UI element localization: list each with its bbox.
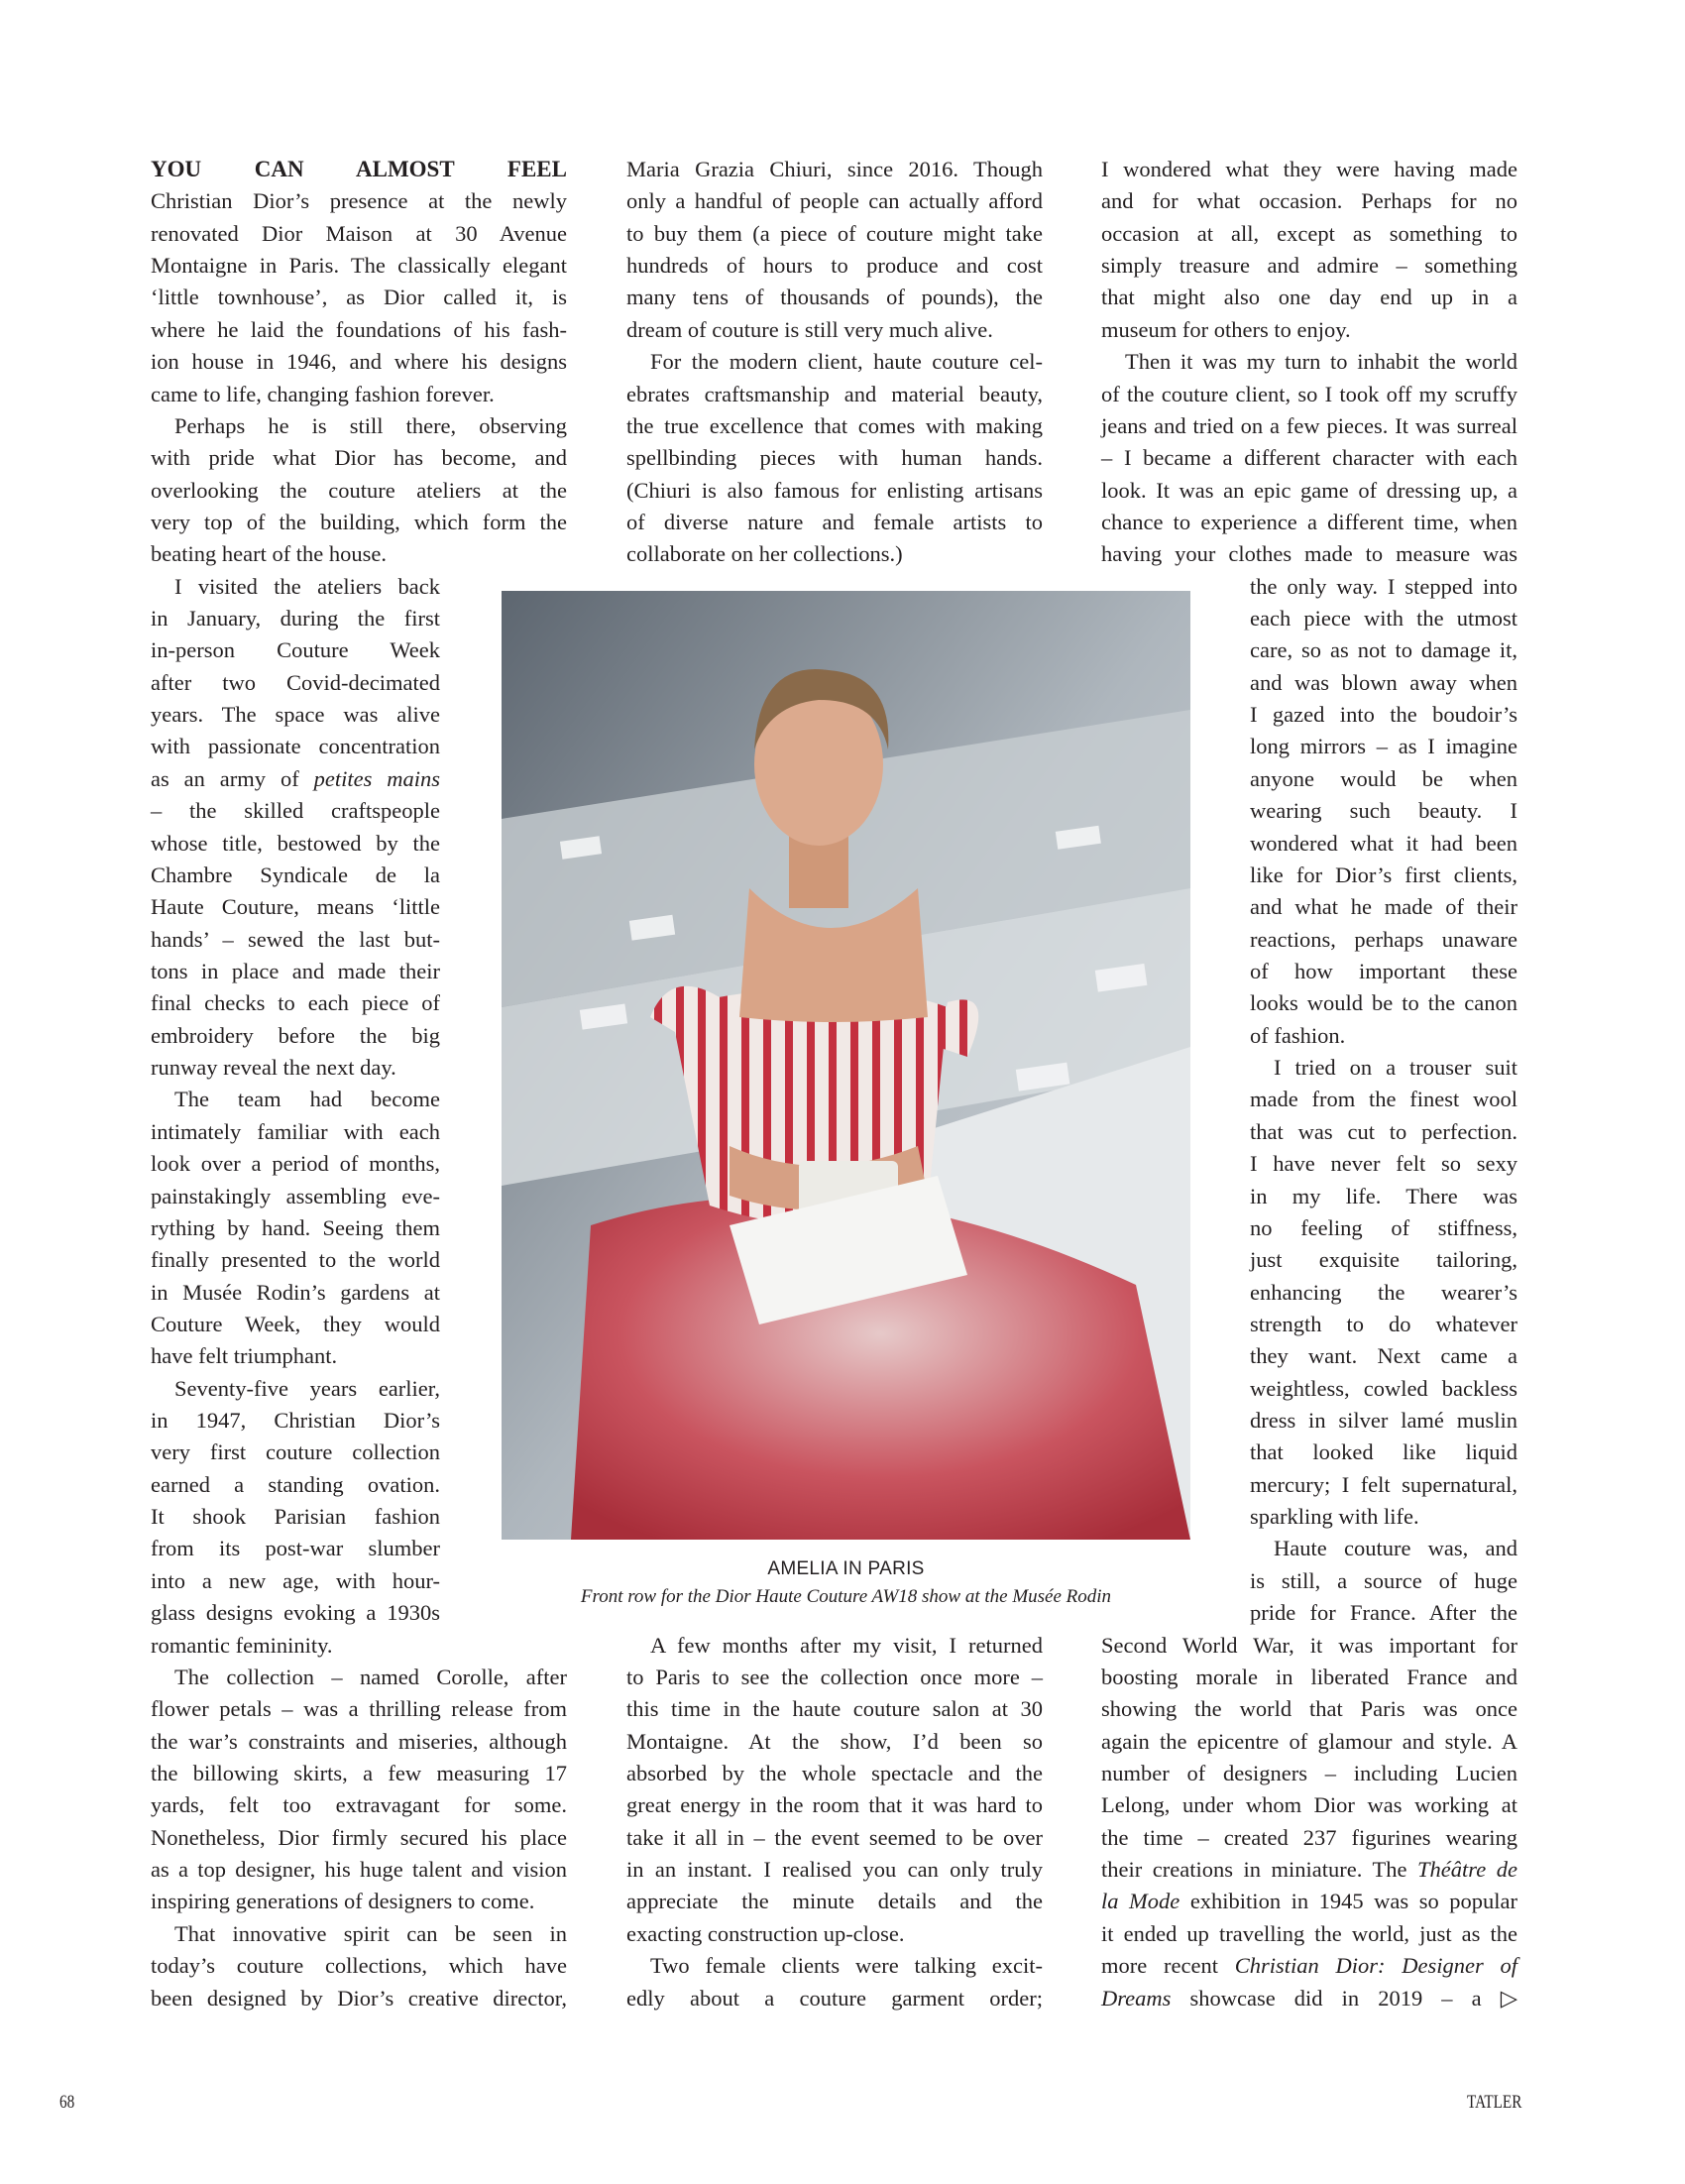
text-line: been designed by Dior’s creative director, xyxy=(151,1985,567,2011)
text-line: hands’ – sewed the last but- xyxy=(151,926,440,952)
page-number: 68 xyxy=(59,2092,75,2113)
text-line: Then it was my turn to inhabit the world xyxy=(1125,349,1517,375)
text-line xyxy=(1101,1983,1517,2014)
text-line: with passionate concentration xyxy=(151,734,440,759)
text-line: years. The space was alive xyxy=(151,702,440,728)
text-line: That innovative spirit can be seen in xyxy=(174,1920,567,1946)
text-segment: their creations in miniature. The xyxy=(1101,1857,1418,1883)
text-line: to buy them (a piece of couture might take xyxy=(626,220,1043,246)
text-line: Lelong, under whom Dior was working at xyxy=(1101,1792,1517,1818)
text-line: dress in silver lamé muslin xyxy=(1250,1408,1517,1434)
italic-text: la Mode xyxy=(1101,1889,1180,1914)
text-line: chance to experience a different time, when xyxy=(1101,509,1517,534)
text-line: in my life. There was xyxy=(1250,1183,1517,1208)
text-line: wondered what it had been xyxy=(1250,830,1517,856)
text-line: great energy in the room that it was hard to xyxy=(626,1792,1043,1818)
photo-caption-title: AMELIA IN PARIS xyxy=(767,1558,925,1579)
text-line: I tried on a trouser suit xyxy=(1274,1055,1517,1081)
text-line: A few months after my visit, I returned xyxy=(650,1632,1043,1658)
text-line: each piece with the utmost xyxy=(1250,606,1517,632)
text-line: anyone would be when xyxy=(1250,765,1517,791)
text-line: into a new age, with hour- xyxy=(151,1567,440,1593)
text-line: in 1947, Christian Dior’s xyxy=(151,1408,440,1434)
text-line: I gazed into the boudoir’s xyxy=(1250,702,1517,728)
text-line xyxy=(1101,1950,1517,1982)
text-line: of fashion. xyxy=(1250,1022,1346,1048)
text-line: Haute Couture, means ‘little xyxy=(151,894,440,920)
text-line: mercury; I felt supernatural, xyxy=(1250,1471,1517,1497)
text-line: have felt triumphant. xyxy=(151,1343,338,1369)
text-line: yards, felt too extravagant for some. xyxy=(151,1792,567,1818)
text-line: exacting construction up-close. xyxy=(626,1920,905,1946)
text-line: the true excellence that comes with making xyxy=(626,412,1043,438)
text-line: Haute couture was, and xyxy=(1274,1536,1517,1561)
text-line: sparkling with life. xyxy=(1250,1504,1419,1530)
text-line: overlooking the couture ateliers at the xyxy=(151,477,567,503)
text-segment: showcase did in 2019 – a ▷ xyxy=(1171,1985,1517,2011)
text-line: no feeling of stiffness, xyxy=(1250,1214,1517,1240)
text-line: finally presented to the world xyxy=(151,1247,440,1273)
text-line: the war’s constraints and miseries, although xyxy=(151,1728,567,1754)
italic-text: Dreams xyxy=(1101,1985,1172,2011)
text-line: Montaigne. At the show, I’d been so xyxy=(626,1728,1043,1754)
text-line: in-person Couture Week xyxy=(151,637,440,663)
text-line: looks would be to the canon xyxy=(1250,990,1517,1016)
italic-text: Théâtre de xyxy=(1417,1857,1517,1883)
text-line: jeans and tried on a few pieces. It was surreal xyxy=(1101,412,1517,438)
text-line: edly about a couture garment order; xyxy=(626,1985,1043,2011)
text-line: in Musée Rodin’s gardens at xyxy=(151,1279,440,1305)
text-line: Montaigne in Paris. The classically elegant xyxy=(151,253,567,279)
text-line: very top of the building, which form the xyxy=(151,509,567,534)
text-line: is still, a source of huge xyxy=(1250,1567,1517,1593)
text-line: number of designers – including Lucien xyxy=(1101,1761,1517,1785)
text-line: in an instant. I realised you can only truly xyxy=(626,1857,1043,1883)
text-line: of diverse nature and female artists to xyxy=(626,509,1043,534)
text-line: hundreds of hours to produce and cost xyxy=(626,253,1043,279)
text-line: very first couture collection xyxy=(151,1439,440,1465)
text-line: like for Dior’s first clients, xyxy=(1250,862,1517,887)
text-line: take it all in – the event seemed to be over xyxy=(626,1824,1043,1850)
text-line: having your clothes made to measure was xyxy=(1101,541,1517,567)
text-line: I visited the ateliers back xyxy=(174,573,440,599)
text-line: I wondered what they were having made xyxy=(1101,157,1517,181)
text-line: – the skilled craftspeople xyxy=(151,798,440,824)
text-line: and what he made of their xyxy=(1250,894,1517,920)
text-line: wearing such beauty. I xyxy=(1250,798,1517,824)
italic-text: Christian Dior: Designer of xyxy=(1234,1953,1517,1979)
text-line: glass designs evoking a 1930s xyxy=(151,1600,440,1626)
text-line: collaborate on her collections.) xyxy=(626,541,903,567)
text-segment: as an army of xyxy=(151,765,314,791)
text-line: today’s couture collections, which have xyxy=(151,1953,567,1979)
text-line: dream of couture is still very much alive. xyxy=(626,316,993,342)
text-line: (Chiuri is also famous for enlisting artisans xyxy=(626,477,1043,503)
text-line: occasion at all, except as something to xyxy=(1101,220,1517,246)
photo-illustration xyxy=(502,591,1190,1540)
text-line: museum for others to enjoy. xyxy=(1101,316,1351,342)
text-line xyxy=(151,763,440,795)
text-segment: exhibition in 1945 was so popular xyxy=(1180,1889,1517,1914)
text-line: as a top designer, his huge talent and vision xyxy=(151,1857,567,1883)
text-line: they want. Next came a xyxy=(1250,1343,1517,1369)
text-line: enhancing the wearer’s xyxy=(1250,1279,1517,1305)
text-line: painstakingly assembling eve- xyxy=(151,1183,440,1208)
text-line: from its post-war slumber xyxy=(151,1536,440,1561)
text-line: only a handful of people can actually afford xyxy=(626,188,1043,214)
photo-amelia-front-row xyxy=(502,591,1190,1540)
text-line: again the epicentre of glamour and style. A xyxy=(1101,1728,1517,1754)
text-line: this time in the haute couture salon at 30 xyxy=(626,1696,1043,1722)
text-line: For the modern client, haute couture cel- xyxy=(650,349,1043,375)
text-line: long mirrors – as I imagine xyxy=(1250,734,1517,759)
text-line: that might also one day end up in a xyxy=(1101,285,1517,310)
text-line: ebrates craftsmanship and material beauty, xyxy=(626,381,1043,406)
text-line: in January, during the first xyxy=(151,606,440,632)
text-line: earned a standing ovation. xyxy=(151,1471,440,1497)
text-line: Maria Grazia Chiuri, since 2016. Though xyxy=(626,157,1043,181)
text-line: that was cut to perfection. xyxy=(1250,1118,1517,1144)
text-line: reactions, perhaps unaware xyxy=(1250,926,1517,952)
text-line: where he laid the foundations of his fash- xyxy=(151,316,567,342)
text-line: showing the world that Paris was once xyxy=(1101,1696,1517,1722)
text-segment: more recent xyxy=(1101,1953,1235,1979)
text-line: – I became a different character with each xyxy=(1101,445,1517,471)
photo-caption-text: Front row for the Dior Haute Couture AW18 show at the Musée Rodin xyxy=(580,1586,1112,1607)
magazine-name: TATLER xyxy=(1467,2092,1522,2113)
text-line: beating heart of the house. xyxy=(151,541,388,567)
text-line: tons in place and made their xyxy=(151,959,440,983)
text-line: the only way. I stepped into xyxy=(1250,573,1517,599)
italic-text: petites mains xyxy=(313,765,440,791)
text-line: and was blown away when xyxy=(1250,669,1517,695)
text-line: boosting morale in liberated France and xyxy=(1101,1664,1517,1689)
text-line: and for what occasion. Perhaps for no xyxy=(1101,188,1517,214)
text-line: ion house in 1946, and where his designs xyxy=(151,349,567,375)
text-line: of the couture client, so I took off my scruffy xyxy=(1101,381,1517,406)
text-line: absorbed by the whole spectacle and the xyxy=(626,1761,1043,1785)
text-line: renovated Dior Maison at 30 Avenue xyxy=(151,220,567,246)
text-line: Second World War, it was important for xyxy=(1101,1632,1517,1658)
text-line: made from the finest wool xyxy=(1250,1087,1517,1112)
text-line xyxy=(1101,1886,1517,1917)
text-line: embroidery before the big xyxy=(151,1022,440,1048)
text-line: inspiring generations of designers to come. xyxy=(151,1889,535,1914)
text-line: simply treasure and admire – something xyxy=(1101,253,1517,279)
text-line: look. It was an epic game of dressing up, a xyxy=(1101,477,1517,503)
text-line: flower petals – was a thrilling release from xyxy=(151,1696,567,1722)
text-line: spellbinding pieces with human hands. xyxy=(626,445,1043,471)
text-line: whose title, bestowed by the xyxy=(151,830,440,856)
text-line: with pride what Dior has become, and xyxy=(151,445,567,471)
text-line: Two female clients were talking excit- xyxy=(650,1953,1043,1979)
text-line: it ended up travelling the world, just as the xyxy=(1101,1920,1517,1946)
text-line: I have never felt so sexy xyxy=(1250,1151,1517,1177)
text-line: final checks to each piece of xyxy=(151,990,440,1016)
text-line: intimately familiar with each xyxy=(151,1118,440,1144)
text-line: weightless, cowled backless xyxy=(1250,1375,1517,1401)
text-line: appreciate the minute details and the xyxy=(626,1889,1043,1914)
text-line: runway reveal the next day. xyxy=(151,1055,396,1081)
text-line: Christian Dior’s presence at the newly xyxy=(151,188,567,214)
text-line: strength to do whatever xyxy=(1250,1311,1517,1336)
text-line: pride for France. After the xyxy=(1250,1600,1517,1626)
text-line: romantic femininity. xyxy=(151,1632,333,1658)
text-line: many tens of thousands of pounds), the xyxy=(626,285,1043,310)
article-lead-in: YOU CAN ALMOST FEEL xyxy=(151,157,567,181)
text-line: the billowing skirts, a few measuring 17 xyxy=(151,1761,567,1785)
text-line: Perhaps he is still there, observing xyxy=(174,412,567,438)
text-line: look over a period of months, xyxy=(151,1151,440,1177)
text-line: The collection – named Corolle, after xyxy=(174,1664,567,1689)
text-line: Couture Week, they would xyxy=(151,1311,440,1336)
text-line: rything by hand. Seeing them xyxy=(151,1214,440,1240)
text-line: care, so as not to damage it, xyxy=(1250,637,1517,663)
text-line: the time – created 237 figurines wearing xyxy=(1101,1824,1517,1850)
text-line: The team had become xyxy=(174,1087,440,1112)
text-line: Chambre Syndicale de la xyxy=(151,862,440,887)
text-line: Nonetheless, Dior firmly secured his place xyxy=(151,1824,567,1850)
text-line: to Paris to see the collection once more – xyxy=(626,1664,1043,1689)
text-line: just exquisite tailoring, xyxy=(1250,1247,1517,1273)
text-line: came to life, changing fashion forever. xyxy=(151,381,495,406)
text-line xyxy=(1101,1854,1517,1886)
text-line: ‘little townhouse’, as Dior called it, is xyxy=(151,285,567,310)
text-line: of how important these xyxy=(1250,959,1517,983)
text-line: after two Covid-decimated xyxy=(151,669,440,695)
text-line: that looked like liquid xyxy=(1250,1439,1517,1465)
text-line: It shook Parisian fashion xyxy=(151,1504,440,1530)
text-line: Seventy-five years earlier, xyxy=(174,1375,440,1401)
